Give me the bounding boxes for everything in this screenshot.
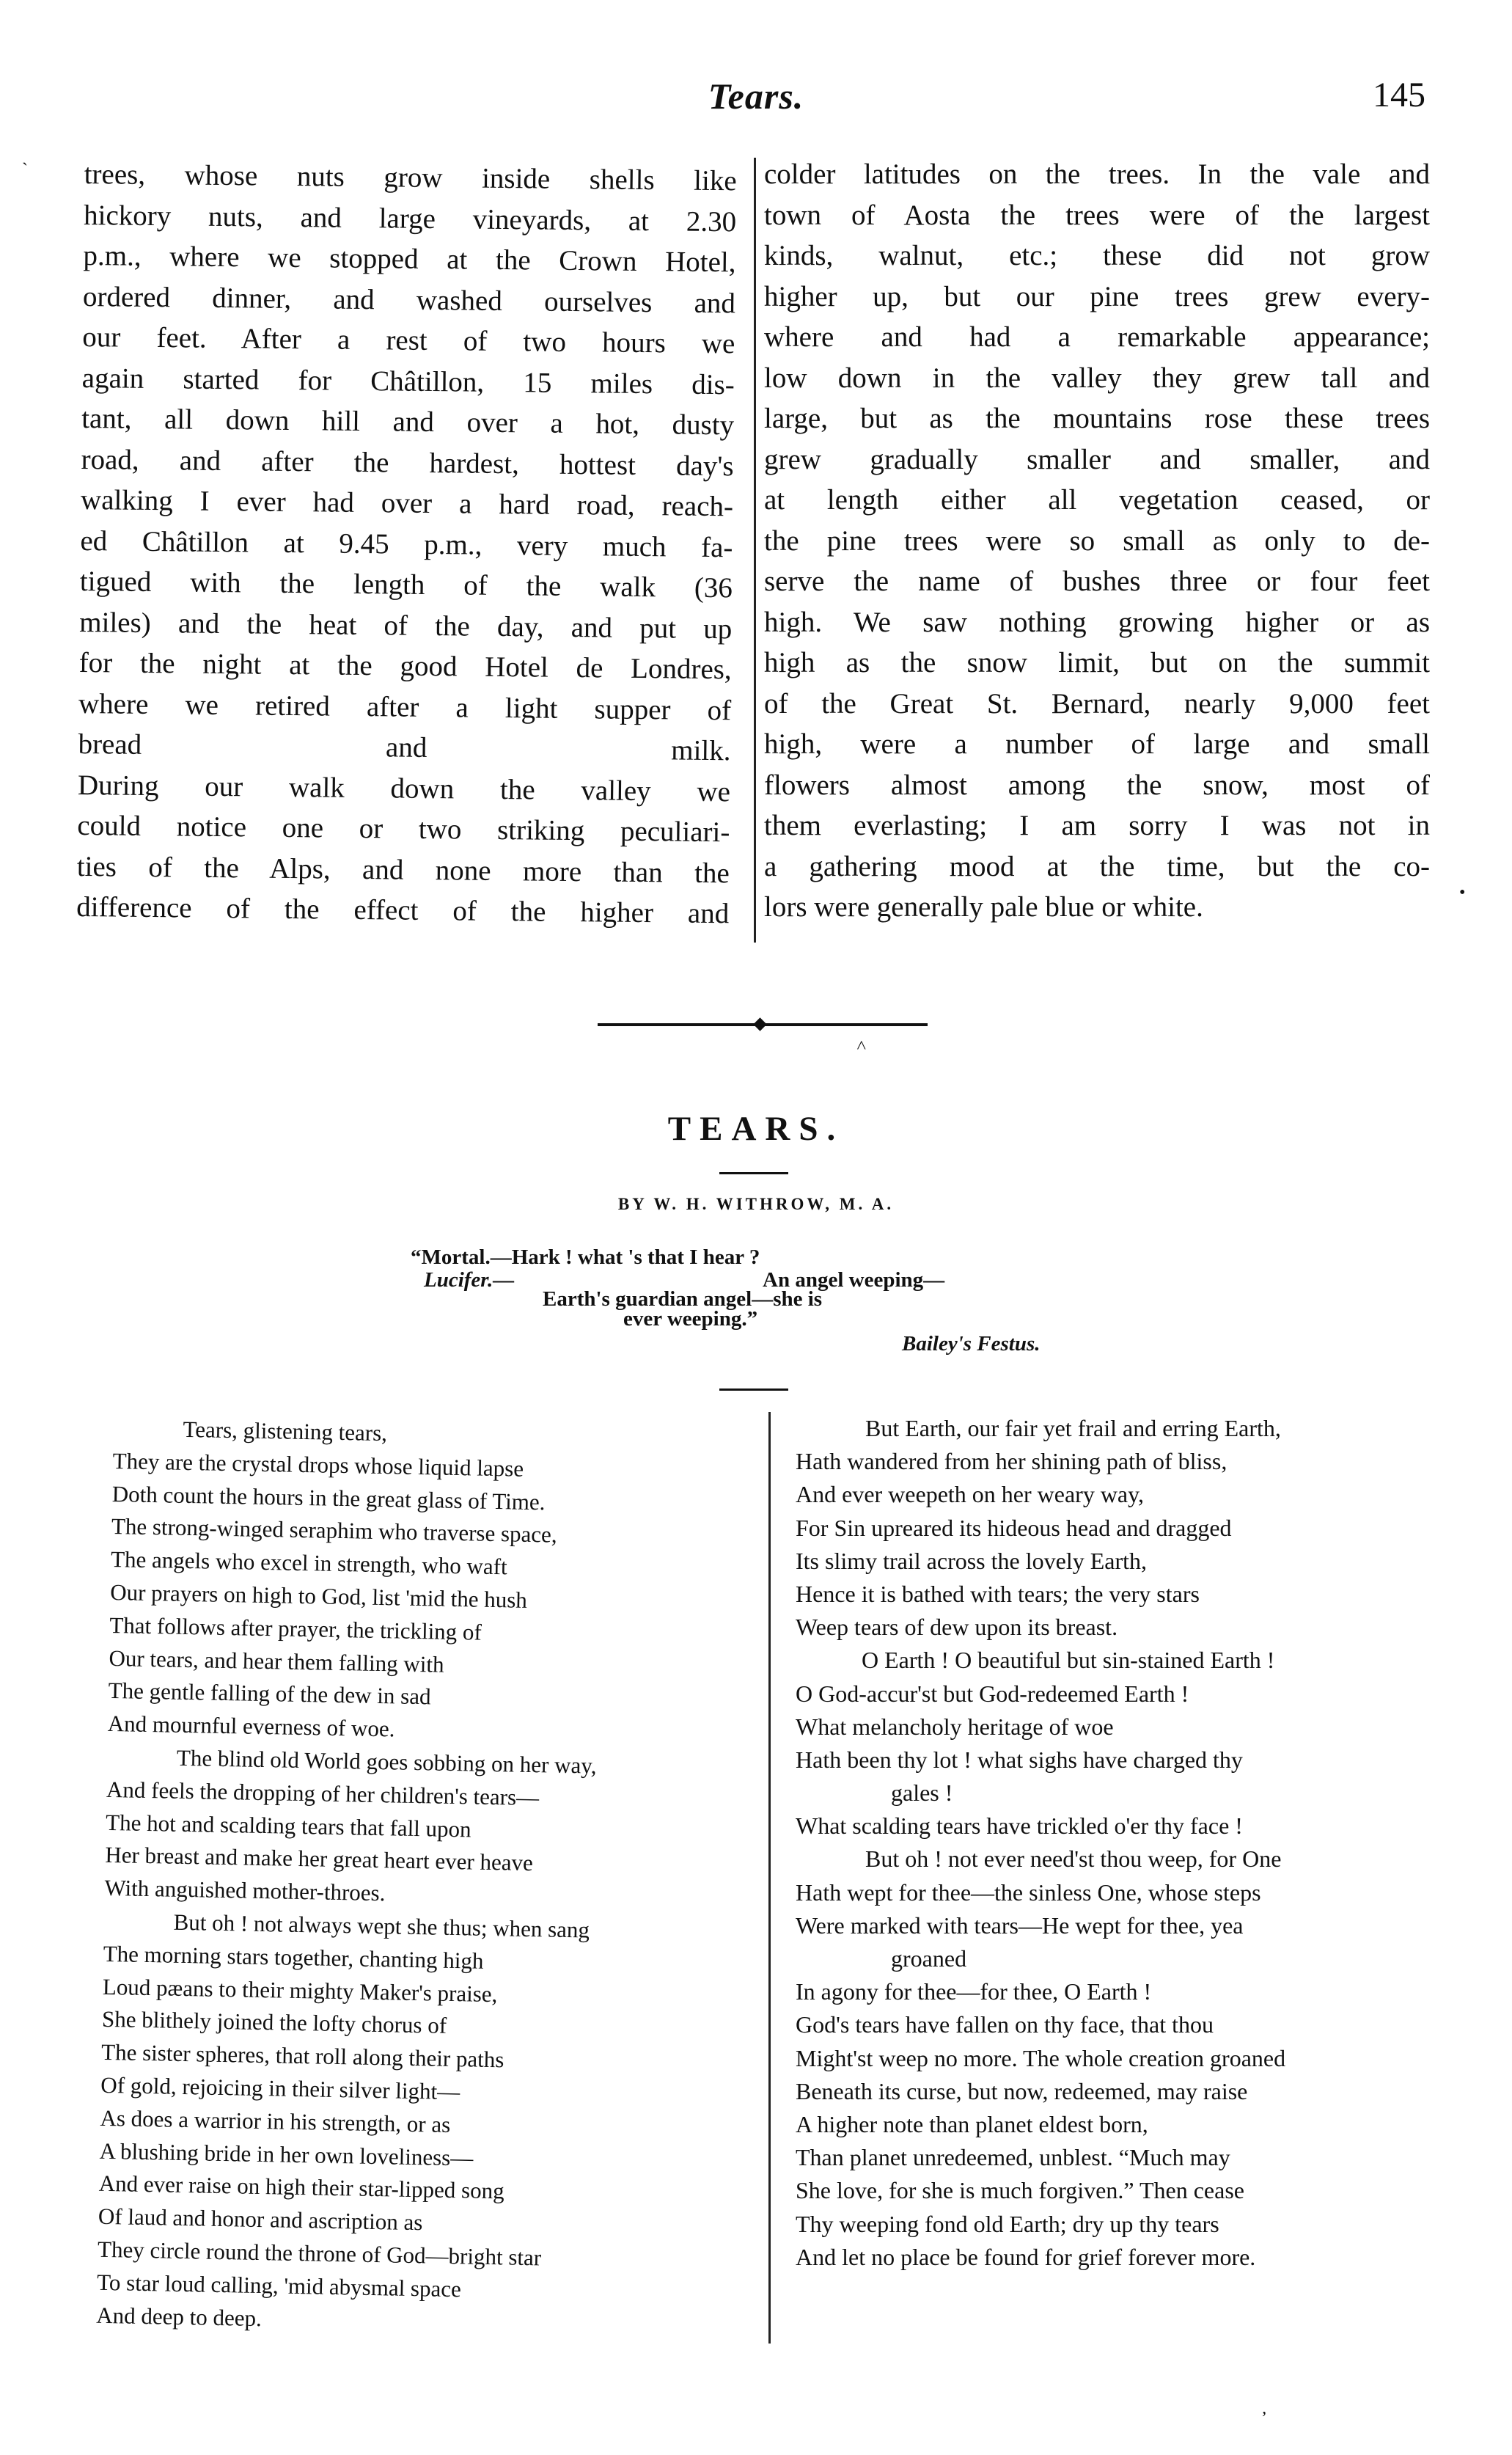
text-line: O God-accur'st but God-redeemed Earth ! [796,1680,1189,1707]
section-ornament [598,1020,928,1030]
text-line: the pine trees were so small as only to de- [764,524,1430,557]
ink-dot: • [1459,883,1466,902]
text-line: A higher note than planet eldest born, [796,2110,1148,2137]
text-line: where and had a remarkable appearance; [764,321,1430,353]
text-line: As does a warrior in his strength, or as [100,2104,451,2137]
text-line: But oh ! not ever need'st thou weep, for One [865,1845,1282,1873]
text-line: In agony for thee—for thee, O Earth ! [796,1978,1152,2005]
text-line: God's tears have fallen on thy face, that thou [796,2011,1214,2038]
ink-mark: ` [22,161,28,180]
ornament-diamond-icon [753,1017,766,1031]
epigraph [411,1247,1115,1364]
text-line: for the night at the good Hotel de Londres, [78,646,732,686]
text-line: Loud pæans to their mighty Maker's praise, [102,1973,498,2007]
text-line: could notice one or two striking peculiari- [77,809,730,849]
poem-column-left [96,1412,744,2344]
text-line: During our walk down the valley we [77,769,731,808]
text-line: And let no place be found for grief forever more. [796,2243,1256,2270]
text-line: hickory nuts, and large vineyards, at 2.30 [83,199,737,238]
ink-mark: ˄ [856,1036,867,1055]
text-line: town of Aosta the trees were of the largest [764,199,1430,231]
article-byline: BY W. H. WITHROW, M. A. [617,1195,895,1213]
text-line: With anguished mother-throes. [104,1875,386,1906]
epigraph-line: “Mortal.—Hark ! what 's that I hear ? [411,1245,760,1269]
text-line: a gathering mood at the time, but the co- [764,850,1430,882]
text-line: high as the snow limit, but on the summit [764,647,1430,678]
text-line: Were marked with tears—He wept for thee, yea [796,1911,1244,1939]
text-line: She love, for she is much forgiven.” Then cease [796,2177,1244,2204]
ink-mark: ʼ [1261,2409,1267,2428]
text-line: They circle round the throne of God—bright star [97,2236,542,2271]
text-line: tant, all down hill and over a hot, dusty [81,402,735,442]
text-line: at length either all vegetation ceased, or [764,484,1430,516]
text-line: The gentle falling of the dew in sad [108,1677,431,1710]
text-line: serve the name of bushes three or four feet [764,566,1430,597]
text-line: colder latitudes on the trees. In the vale and [764,158,1430,190]
epigraph-line: ever weeping.” [623,1307,758,1331]
text-line: road, and after the hardest, hottest day's [81,443,734,482]
column-divider [768,1412,771,2344]
text-line: low down in the valley they grew tall and [764,362,1430,394]
text-line: Of gold, rejoicing in their silver light— [100,2071,460,2105]
text-line: of the Great St. Bernard, nearly 9,000 feet [764,687,1430,720]
text-line: Our prayers on high to God, list 'mid the hush [109,1578,528,1613]
page-number: 145 [1373,76,1425,114]
text-line: The sister spheres, that roll along their paths [100,2038,504,2073]
title-rule [719,1172,788,1174]
text-line: Doth count the hours in the great glass of Time. [111,1480,546,1515]
text-line: A blushing bride in her own loveliness— [99,2137,474,2171]
text-line: miles) and the heat of the day, and put up [79,606,733,645]
text-line: tigued with the length of the walk (36 [79,565,733,604]
text-line: bread and milk. [78,728,731,767]
epigraph-rule [719,1389,788,1391]
running-title: Tears. [708,76,804,117]
text-line: grew gradually smaller and smaller, and [764,443,1430,475]
text-line: Thy weeping fond old Earth; dry up thy tears [796,2210,1219,2237]
text-line: They are the crystal drops whose liquid lapse [112,1447,524,1482]
article-title: TEARS. [667,1110,845,1148]
column-divider [754,158,756,943]
text-line: Tears, glistening tears, [183,1416,388,1446]
text-line: kinds, walnut, etc.; these did not grow [764,240,1430,271]
text-line: ties of the Alps, and none more than the [76,850,730,889]
text-line: And feels the dropping of her children's tears— [106,1776,540,1810]
text-line: Weep tears of dew upon its breast. [796,1614,1118,1641]
text-line: where we retired after a light supper of [78,687,732,726]
epigraph-speaker: Lucifer.— [424,1268,515,1292]
epigraph-line: An angel weeping— [763,1268,945,1292]
text-line: And ever raise on high their star-lipped song [98,2170,504,2204]
text-line: What melancholy heritage of woe [796,1713,1114,1740]
text-line: Her breast and make her great heart ever heave [105,1842,534,1876]
text-line: Our tears, and hear them falling with [109,1644,444,1677]
text-line: gales ! [891,1779,953,1807]
text-line: ordered dinner, and washed ourselves and [82,280,736,319]
text-line: Hath been thy lot ! what sighs have charged thy [796,1746,1243,1773]
text-line: The angels who excel in strength, who waft [110,1546,508,1580]
text-line: Hath wept for thee—the sinless One, whose steps [796,1878,1261,1906]
text-line: our feet. After a rest of two hours we [82,321,735,360]
text-line: difference of the effect of the higher and [76,890,730,930]
text-line: Might'st weep no more. The whole creation groaned [796,2044,1286,2071]
text-line: The blind old World goes sobbing on her way, [176,1744,597,1779]
text-line: Than planet unredeemed, unblest. “Much may [796,2144,1230,2171]
text-line: them everlasting; I am sorry I was not in [764,810,1430,841]
prose-column-left [76,154,737,934]
poem-column-right [796,1412,1448,2274]
text-line: high, were a number of large and small [764,728,1430,760]
text-line: For Sin upreared its hideous head and dragged [796,1514,1232,1541]
text-line: higher up, but our pine trees grew every- [764,280,1430,312]
text-line: walking I ever had over a hard road, reach- [80,483,734,523]
text-line: Of laud and honor and ascription as [98,2203,423,2236]
text-line: To star loud calling, 'mid abysmal space [96,2269,462,2302]
text-line: groaned [891,1945,967,1972]
text-line: Beneath its curse, but now, redeemed, may raise [796,2077,1248,2104]
text-line: And ever weepeth on her weary way, [796,1481,1145,1508]
text-line: But oh ! not always wept she thus; when sang [173,1909,590,1943]
text-line: She blithely joined the lofty chorus of [101,2006,447,2039]
text-line: flowers almost among the snow, most of [764,769,1430,801]
text-line: p.m., where we stopped at the Crown Hotel, [83,239,736,279]
text-line: What scalding tears have trickled o'er thy face ! [796,1812,1243,1840]
text-line: And mournful everness of woe. [107,1711,395,1742]
text-line: large, but as the mountains rose these trees [764,403,1430,434]
text-line: lors were generally pale blue or white. [764,891,1203,923]
text-line: ed Châtillon at 9.45 p.m., very much fa- [80,524,733,563]
text-line: But Earth, our fair yet frail and erring Earth, [865,1415,1281,1441]
epigraph-source: Bailey's Festus. [902,1332,1041,1355]
text-line: Hath wandered from her shining path of bliss, [796,1448,1227,1475]
text-line: The morning stars together, chanting high [103,1940,484,1974]
text-line: again started for Châtillon, 15 miles dis- [81,362,735,400]
text-line: The hot and scalding tears that fall upon [105,1809,471,1843]
prose-column-right [764,154,1430,928]
text-line: Its slimy trail across the lovely Earth, [796,1547,1147,1574]
text-line: That follows after prayer, the trickling of [109,1611,482,1645]
text-line: The strong-winged seraphim who traverse space, [111,1513,557,1548]
text-line: Hence it is bathed with tears; the very stars [796,1580,1200,1607]
text-line: high. We saw nothing growing higher or as [764,606,1430,638]
text-line: And deep to deep. [96,2302,263,2331]
epigraph-line: Earth's guardian angel—she is [543,1287,823,1311]
text-line: trees, whose nuts grow inside shells like [84,158,737,197]
text-line: O Earth ! O beautiful but sin-stained Earth ! [862,1647,1275,1674]
